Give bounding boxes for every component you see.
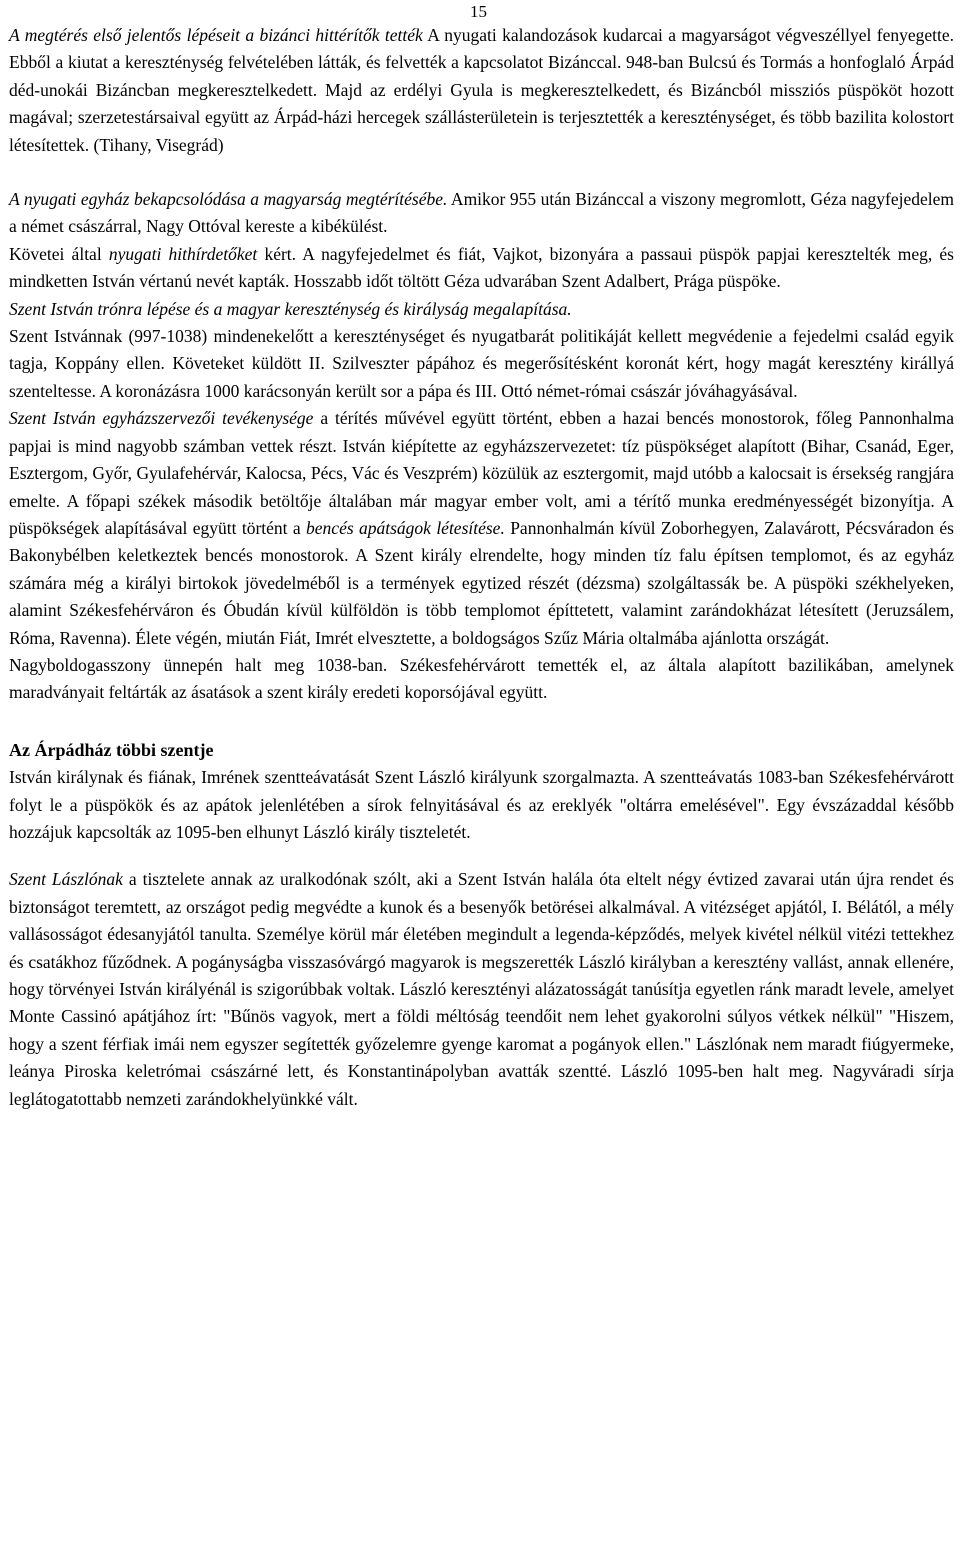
paragraph-byzantine-missions	[9, 22, 954, 159]
paragraph-text: Amikor 955 után Bizánccal a viszony megromlott, Géza nagyfejedelem a német császárral, Nagy Ottóval kereste a kibékülést.	[9, 189, 954, 237]
paragraph-text: A nyugati kalandozások kudarcai a magyarságot végveszéllyel fenyegette. Ebből a kiutat a kereszténység felvételében látták, és felvették a kapcsolatot Bizánccal. 948-ban Bulcsú és Tormás a honfoglaló Árpád déd-unokái Bizáncban megkeresztelkedett. Majd az erdélyi Gyula is megkeresztelkedett, és Bizáncból missziós püspököt hozott magával; szerzetestársaival együtt az Árpád-házi hercegek szállásterületein is terjesztették a kereszténységet, és több bazilita kolostort létesítettek. (Tihany, Visegrád)	[9, 25, 954, 155]
paragraph-text: a térítés művével együtt történt, ebben a hazai bencés monostorok, főleg Pannonhalma papjai is mind nagyobb számban vettek részt. István kiépítette az egyházszervezetet: tíz püspökséget alapított (Bihar, Csanád, Eger, Esztergom, Győr, Gyulafehérvár, Kalocsa, Pécs, Vác és Veszprém) közülük az esztergomit, majd utóbb a kalocsait is érsekség rangjára emelte. A főpapi székek második betöltője általában már magyar ember volt, ami a térítő munka eredményességét bizonyítja. A püspökségek alapításával együtt történt a	[9, 408, 954, 538]
paragraph-text: Nagyboldogasszony ünnepén halt meg 1038-ban. Székesfehérvárott temették el, az általa alapított bazilikában, amelynek maradványait feltárták az ásatások a szent király eredeti koporsójával együtt.	[9, 654, 954, 703]
paragraph-western-church	[9, 186, 954, 241]
paragraph-text: Szent Istvánnak (997-1038) mindenekelőtt a kereszténységet és nyugatbarát politikáját kellett megvédenie a fejedelmi család egyik tagja, Koppány ellen. Követeket küldött II. Szilveszter pápához és megerősítésként koronát kért, hogy magát keresztény királlyá szenteltesse. A koronázásra 1000 karácsonyán került sor a pápa és III. Ottó német-római császár jóváhagyásával.	[9, 326, 954, 401]
document-body	[9, 22, 954, 1113]
paragraph-text: Pannonhalmán kívül Zoborhegyen, Zalavárott, Pécsváradon és Bakonybélben keletkeztek bencés monostorok. A Szent király elrendelte, hogy minden tíz falu építsen templomot, és az egyház számára még a királyi birtokok jövedelméből is a termények egytized részét (dézsma) szolgáltassák be. A püspöki székhelyeken, alamint Székesfehérváron és Óbudán kívül külföldön is több templomot építtetett, valamint zarándokházat létesített (Jeruzsálem, Róma, Ravenna). Élete végén, miután Fiát, Imrét elvesztette, a boldogságos Szűz Mária oltalmába ajánlotta országát.	[9, 517, 954, 648]
paragraph-canonization	[9, 764, 954, 846]
subsection-title: Szent István trónra lépése és a magyar kereszténység és királyság megalapítása.	[9, 298, 572, 319]
paragraph-text: István királynak és fiának, Imrének szentteávatását Szent László királyunk szorgalmazta. A szentteávatás 1083-ban Székesfehérvárott folyt le a püspökök és az apátok jelenlétében a sírok felnyitásával és az ereklyék "oltárra emelésével". Egy évszázaddal később hozzájuk kapcsolták az 1095-ben elhunyt László király tiszteletét.	[9, 767, 954, 842]
paragraph-text: a tisztelete annak az uralkodónak szólt, aki a Szent István halála óta eltelt négy évtized zavarai után újra rendet és biztonságot teremtett, az országot pedig megvédte a kunok és a besenyők betörései alkalmával. A vitézséget apjától, I. Bélától, a mély vallásosságot édesanyjától tanulta. Személye körül már életében megindult a legenda-képződés, melyek kivétel nélkül vitézi tettekhez és csatákhoz fűződnek. A pogányságba visszasóvárgó magyarok is megszerették László királyban a keresztény vallást, annak ellenére, hogy törvényei István királyénál is szigorúbbak voltak. László keresztényi alázatosságát tanúsítja egyetlen ránk maradt levele, amelyet Monte Cassinó apátjához írt: "Bűnös vagyok, mert a földi méltóság teendőit nem lehet gyakorolni súlyos vétkek nélkül" "Hiszem, hogy a szent férfiak imái nem egyszer segítették győzelemre gyenge karomat a pogányok ellen." Lászlónak nem maradt fiúgyermeke, leánya Piroska keletrómai császárné lett, és Konstantinápolyban avatták szentté. László 1095-ben halt meg. Nagyváradi sírja leglátogatottabb nemzeti zarándokhelyünkké vált.	[9, 869, 954, 1109]
paragraph-lead-italic: A megtérés első jelentős lépéseit a bizánci hittérítők tették	[9, 25, 423, 45]
paragraph-saint-stephen	[9, 323, 954, 405]
section-heading: Az Árpádház többi szentje	[9, 739, 214, 760]
paragraph-lead-italic: Szent Lászlónak	[9, 869, 123, 890]
page-number: 15	[470, 2, 487, 21]
paragraph-lead-italic: A nyugati egyház bekapcsolódása a magyarság megtérítésébe.	[9, 189, 448, 210]
paragraph-envoys	[9, 241, 954, 296]
paragraph-death	[9, 652, 954, 707]
paragraph-coronation-title	[9, 296, 954, 323]
paragraph-text: kért. A nagyfejedelmet és fiát, Vajkot, bizonyára a passaui püspök papjai keresztelték meg, és mindketten István vértanú nevét kapták. Hosszabb időt töltött Géza udvarában Szent Adalbert, Prága püspöke.	[9, 243, 954, 292]
paragraph-church-organization	[9, 405, 954, 652]
paragraph-text: Követei által	[9, 243, 109, 264]
paragraph-italic-phrase: nyugati hithírdetőket	[108, 243, 258, 264]
paragraph-lead-italic: Szent István egyházszervezői tevékenysége	[9, 408, 314, 429]
paragraph-italic-phrase: bencés apátságok létesítése.	[306, 517, 505, 538]
paragraph-saint-ladislaus	[9, 866, 954, 1113]
